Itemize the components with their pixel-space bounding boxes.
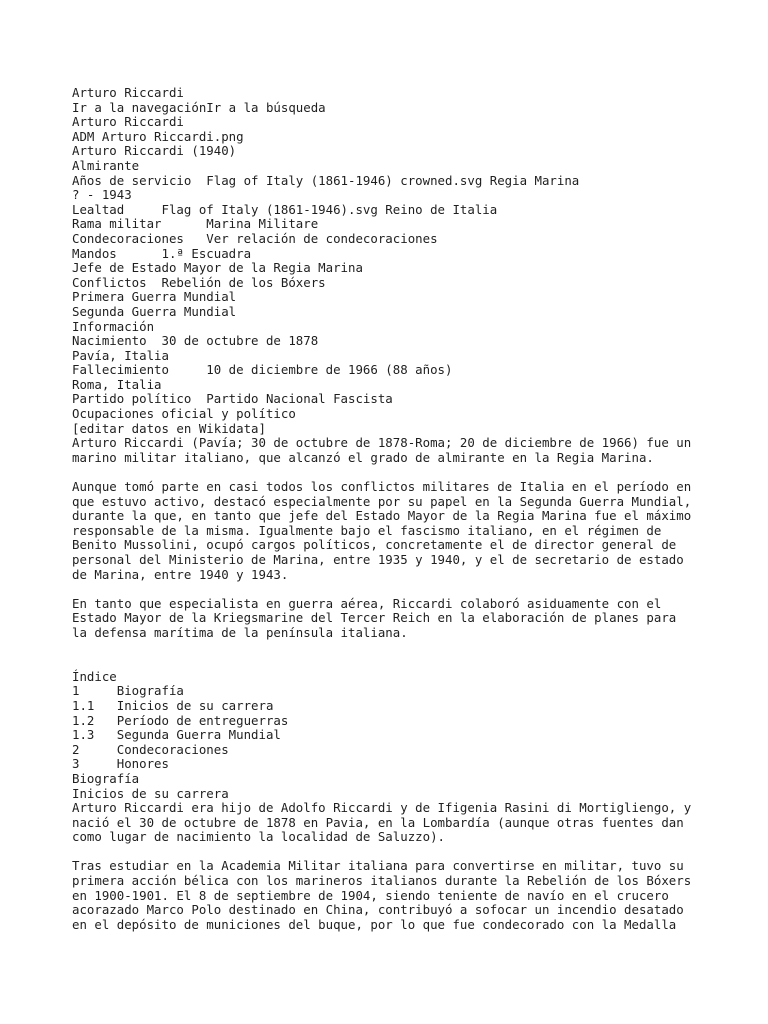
text-line: Jefe de Estado Mayor de la Regia Marina xyxy=(72,260,363,276)
text-line: Primera Guerra Mundial xyxy=(72,289,237,305)
text-line: Años de servicio Flag of Italy (1861-1946) crowned.svg Regia Marina xyxy=(72,172,580,188)
text-line: ADM Arturo Riccardi.png xyxy=(72,128,244,144)
text-line: Estado Mayor de la Kriegsmarine del Tercer Reich en la elaboración de planes para xyxy=(72,610,677,626)
text-line: En tanto que especialista en guerra aérea, Riccardi colaboró asiduamente con el xyxy=(72,595,662,611)
text-line: Nacimiento 30 de octubre de 1878 xyxy=(72,333,319,349)
text-line: Biografía xyxy=(72,770,140,786)
text-line: Rama militar Marina Militare xyxy=(72,216,319,232)
text-line: Aunque tomó parte en casi todos los conflictos militares de Italia en el período en xyxy=(72,479,692,495)
text-line: Partido político Partido Nacional Fascista xyxy=(72,391,393,407)
text-line: responsable de la misma. Igualmente bajo el fascismo italiano, en el régimen de xyxy=(72,522,662,538)
text-line: Información xyxy=(72,318,155,334)
text-line: Pavía, Italia xyxy=(72,347,169,363)
text-line: Inicios de su carrera xyxy=(72,785,229,801)
blank-line xyxy=(72,655,702,670)
text-line: como lugar de nacimiento la localidad de Saluzzo). xyxy=(72,829,445,845)
text-line: nació el 30 de octubre de 1878 en Pavia, en la Lombardía (aunque otras fuentes dan xyxy=(72,814,684,830)
text-line: Fallecimiento 10 de diciembre de 1966 (88 años) xyxy=(72,362,453,378)
text-line: Conflictos Rebelión de los Bóxers xyxy=(72,274,326,290)
text-line: Arturo Riccardi (Pavía; 30 de octubre de 1878-Roma; 20 de diciembre de 1966) fue un xyxy=(72,435,692,451)
text-line: 2 Condecoraciones xyxy=(72,741,229,757)
text-line: que estuvo activo, destacó especialmente por su papel en la Segunda Guerra Mundial, xyxy=(72,493,692,509)
text-line: Arturo Riccardi (1940) xyxy=(72,143,237,159)
text-line: Condecoraciones Ver relación de condecoraciones xyxy=(72,230,438,246)
text-line: Arturo Riccardi xyxy=(72,85,184,100)
text-line: primera acción bélica con los marineros italianos durante la Rebelión de los Bóxers xyxy=(72,873,692,889)
text-line: durante la que, en tanto que jefe del Estado Mayor de la Regia Marina fue el máximo xyxy=(72,508,692,524)
blank-line xyxy=(72,582,702,597)
text-line: en 1900-1901. El 8 de septiembre de 1904, siendo teniente de navío en el crucero xyxy=(72,887,669,903)
text-line: 1.1 Inicios de su carrera xyxy=(72,697,274,713)
text-line: Benito Mussolini, ocupó cargos políticos, concretamente el de director general de xyxy=(72,537,677,553)
text-line: personal del Ministerio de Marina, entre 1935 y 1940, y el de secretario de estado xyxy=(72,552,684,567)
text-line: Arturo Riccardi xyxy=(72,114,184,130)
text-line: 3 Honores xyxy=(72,756,169,772)
text-line: 1 Biografía xyxy=(72,683,184,699)
text-line: Mandos 1.ª Escuadra xyxy=(72,245,252,261)
text-line: Tras estudiar en la Academia Militar italiana para convertirse en militar, tuvo su xyxy=(72,858,684,874)
text-line: Ir a la navegaciónIr a la búsqueda xyxy=(72,99,326,115)
blank-line xyxy=(72,845,702,860)
text-line: Segunda Guerra Mundial xyxy=(72,303,237,319)
text-line: de Marina, entre 1940 y 1943. xyxy=(72,566,289,582)
text-line: 1.2 Período de entreguerras xyxy=(72,712,289,728)
text-line: [editar datos en Wikidata] xyxy=(72,420,266,436)
text-line: en el depósito de municiones del buque, por lo que fue condecorado con la Medalla xyxy=(72,916,677,932)
text-line: 1.3 Segunda Guerra Mundial xyxy=(72,727,281,743)
text-line: marino militar italiano, que alcanzó el grado de almirante en la Regia Marina. xyxy=(72,449,654,465)
text-line: acorazado Marco Polo destinado en China, contribuyó a sofocar un incendio desatado xyxy=(72,902,684,918)
blank-line xyxy=(72,465,702,480)
text-line: Roma, Italia xyxy=(72,376,162,392)
text-line: Arturo Riccardi era hijo de Adolfo Riccardi y de Ifigenia Rasini di Mortigliengo, y xyxy=(72,800,692,816)
text-line: Lealtad Flag of Italy (1861-1946).svg Reino de Italia xyxy=(72,201,498,217)
text-line: la defensa marítima de la península italiana. xyxy=(72,624,408,640)
text-line: Ocupaciones oficial y político xyxy=(72,406,296,422)
text-line: ? - 1943 xyxy=(72,187,132,203)
text-line: Almirante xyxy=(72,157,140,173)
text-line: Índice xyxy=(72,668,117,684)
document-text xyxy=(72,86,702,932)
blank-line xyxy=(72,641,702,656)
